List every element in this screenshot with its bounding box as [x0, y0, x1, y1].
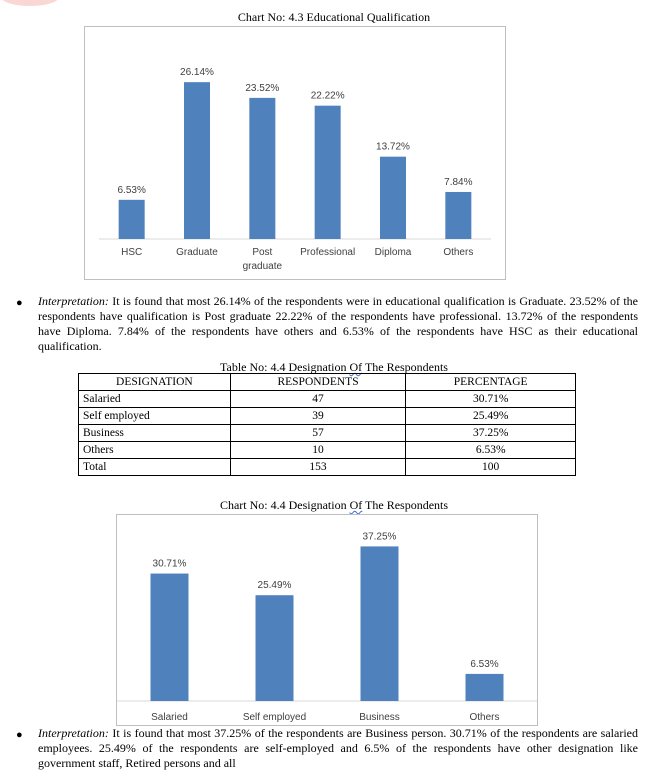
category-label-professional: Professional: [300, 247, 356, 258]
category-label-others: Others: [469, 712, 500, 723]
designation-table: [78, 373, 576, 476]
chart2-title-post: The Respondents: [362, 498, 449, 512]
chart1-title: Chart No: 4.3 Educational Qualification: [237, 10, 431, 24]
table-row: [79, 442, 576, 459]
cell-percentage: 37.25%: [406, 425, 576, 442]
category-label-hsc: HSC: [121, 247, 143, 258]
interpretation2-label: Interpretation:: [38, 726, 109, 740]
category-label-post-graduate: Post graduate: [242, 247, 283, 272]
bar-self-employed: [256, 595, 294, 701]
chart2-title-of: Of: [349, 498, 363, 512]
interpretation1-text: It is found that most 26.14% of the respondents were in educational qualification is Graduate. 23.52% of the respondents have qualification is Post graduate 22.22% of the respondents have professional. 13.72% of the respondents have Diploma. 7.84% of the respondents have others and 6.53% of the respondents have HSC as their educational qualification.: [38, 294, 638, 353]
bar-post-graduate: [249, 98, 275, 239]
chart2-title-pre: Chart No: 4.4 Designation: [219, 498, 350, 512]
table-caption-of: Of: [349, 360, 363, 374]
data-label: 7.84%: [444, 176, 473, 188]
cell-percentage: 100: [406, 459, 576, 476]
interpretation1-label: Interpretation:: [38, 294, 109, 308]
table-row: [79, 408, 576, 425]
bar-hsc: [119, 200, 145, 239]
header-percentage: PERCENTAGE: [406, 374, 576, 391]
cell-respondents: 47: [230, 391, 406, 408]
cell-respondents: 153: [230, 459, 406, 476]
cell-designation: Salaried: [79, 391, 231, 408]
bar-diploma: [380, 157, 406, 239]
table-row: [79, 391, 576, 408]
bar-graduate: [184, 82, 210, 239]
category-label-self-employed: Self employed: [242, 712, 307, 723]
interpretation2-text: It is found that most 37.25% of the respondents are Business person. 30.71% of the respondents are salaried employees. 25.49% of the respondents are self-employed and 6.5% of the respondents have other designation like government staff, Retired persons and all: [38, 726, 638, 770]
data-label: 23.52%: [245, 82, 280, 94]
bar-others: [466, 674, 504, 701]
interpretation2-paragraph: [38, 726, 638, 771]
bullet: ●: [16, 729, 23, 741]
category-label-graduate: Graduate: [176, 247, 218, 258]
cell-percentage: 25.49%: [406, 408, 576, 425]
cell-designation: Others: [79, 442, 231, 459]
data-label: 26.14%: [180, 67, 214, 79]
header-respondents: RESPONDENTS: [230, 374, 406, 391]
bar-others: [445, 192, 471, 239]
cell-respondents: 10: [230, 442, 406, 459]
bullet: ●: [16, 297, 23, 309]
category-label-diploma: Diploma: [374, 247, 412, 258]
chart1-frame: [84, 26, 506, 280]
category-label-salaried: Salaried: [151, 712, 188, 723]
chart2-frame: [116, 514, 538, 726]
cell-designation: Self employed: [79, 408, 231, 425]
data-label: 30.71%: [152, 558, 187, 570]
category-label-business: Business: [359, 712, 400, 723]
interpretation1-paragraph: [38, 294, 638, 354]
chart1-plot: [85, 27, 505, 279]
data-label: 22.22%: [310, 90, 345, 102]
table-row: [79, 459, 576, 476]
table-caption-post: The Respondents: [362, 360, 448, 374]
header-designation: DESIGNATION: [79, 374, 231, 391]
table-header-row: [79, 374, 576, 391]
data-label: 13.72%: [376, 141, 410, 153]
data-label: 6.53%: [117, 184, 146, 196]
chart2-title: [0, 498, 668, 513]
logo-fragment: [0, 0, 60, 6]
category-label-others: Others: [443, 247, 474, 258]
bar-salaried: [151, 574, 189, 701]
cell-designation: Business: [79, 425, 231, 442]
chart2-plot: [117, 515, 537, 725]
cell-designation: Total: [79, 459, 231, 476]
data-label: 6.53%: [470, 658, 499, 670]
bar-business: [361, 546, 399, 701]
cell-percentage: 30.71%: [406, 391, 576, 408]
data-label: 37.25%: [362, 531, 397, 543]
table-caption-pre: Table No: 4.4 Designation: [220, 360, 350, 374]
cell-percentage: 6.53%: [406, 442, 576, 459]
cell-respondents: 57: [230, 425, 406, 442]
table-row: [79, 425, 576, 442]
bar-professional: [315, 106, 341, 239]
data-label: 25.49%: [257, 580, 292, 592]
cell-respondents: 39: [230, 408, 406, 425]
